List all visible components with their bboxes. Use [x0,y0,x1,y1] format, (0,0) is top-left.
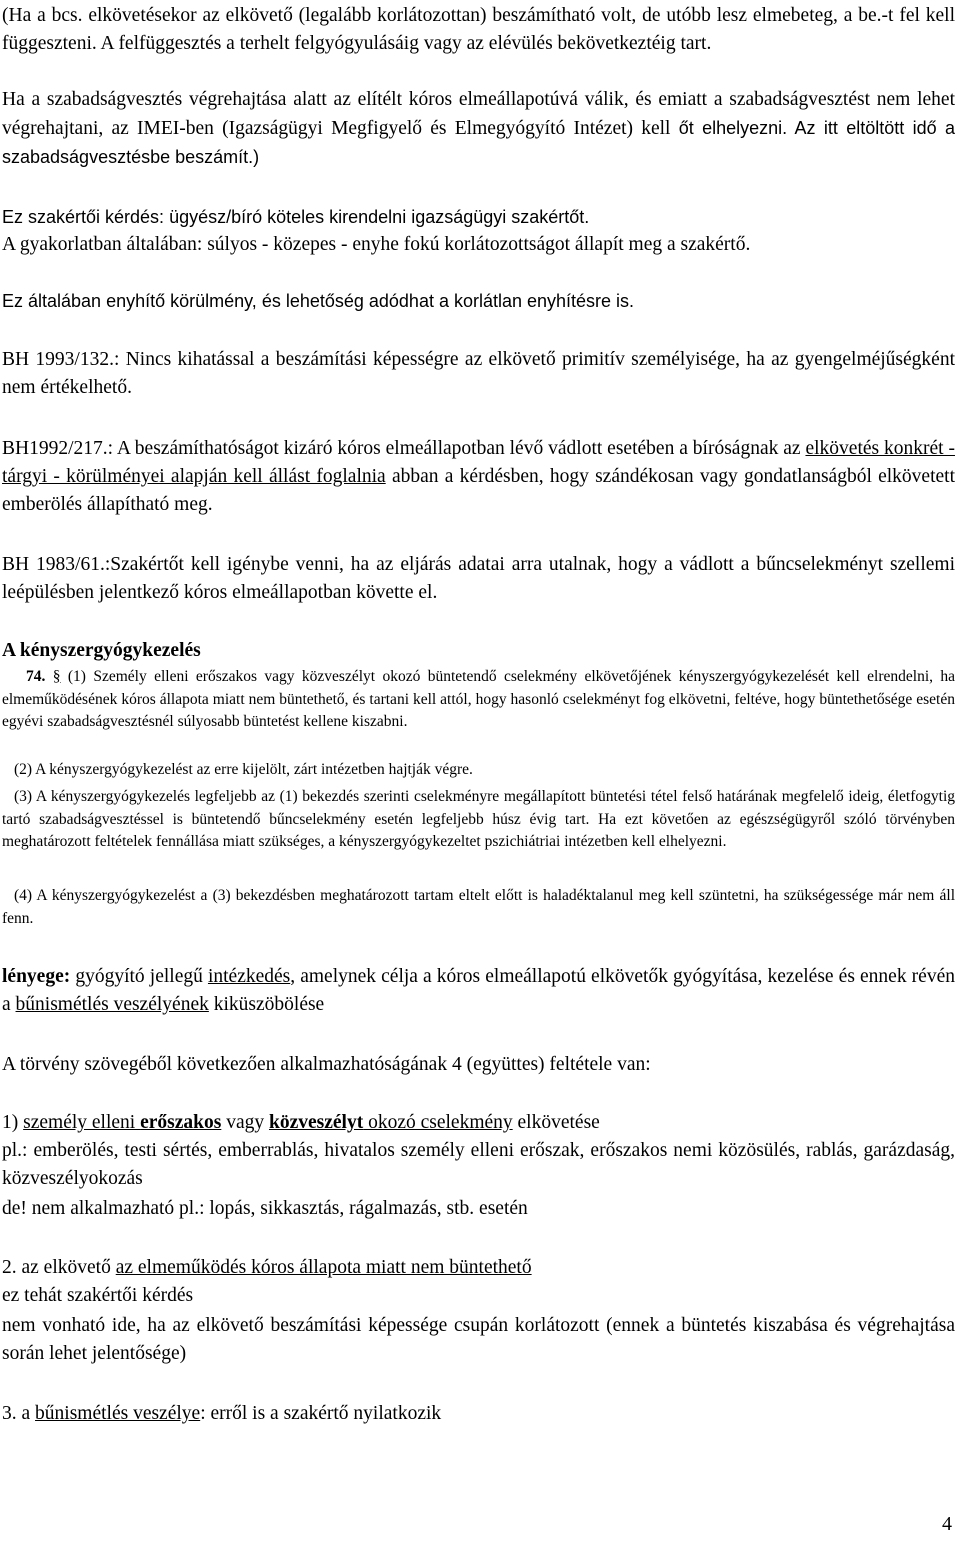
condition-1 [2,1109,955,1137]
condition-1-examples [2,1137,955,1193]
expert-line-3: Ez általában enyhítő körülmény, és lehetőség adódhat a korlátlan enyhítésre is. [2,291,635,311]
paragraph-text: (4) A kényszergyógykezelést a (3) bekezdésben meghatározott tartam eltelt előtt is haladéktalanul meg kell szüntetni, ha szükségessége már nem áll fenn. [2,887,955,927]
condition-2-note [2,1282,955,1310]
condition-text: : erről is a szakértő nyilatkozik [200,1403,442,1424]
condition-underlined: személy elleni [23,1112,141,1133]
article-paragraph-3 [2,786,955,854]
essence-paragraph [2,963,955,1019]
case-ref: BH1992/217. [2,438,108,459]
article-number: 74. [26,668,53,685]
case-ref: BH 1993/132. [2,349,114,370]
case-text: :Szakértőt kell igénybe venni, ha az eljárás adatai arra utalnak, hogy a vádlott a bűncselekményt szellemi leépülésben jelentkező kóros elmeállapotban követte el. [2,554,955,603]
case-bh1983 [2,551,955,607]
case-text: : Nincs kihatással a beszámítási képességre az elkövető primitív személyisége, ha az gyengelméjűségként nem értékelhető. [2,349,955,398]
case-text-end: abban a kérdésben, hogy szándékosan vagy gondatlanságból elkövetett emberölés állapítható meg. [2,466,955,515]
case-bh1992 [2,435,955,519]
condition-underlined-bold: erőszakos [140,1112,222,1133]
note-text: ez tehát szakértői kérdés [2,1285,194,1306]
heading-text: A kényszergyógykezelés [2,640,201,661]
condition-number: 2. az elkövető [2,1257,116,1278]
examples-text: pl.: emberölés, testi sértés, emberrablás, hivatalos személy elleni erőszak, erőszakos nemi közösülés, rablás, garázdaság, közveszélyokozás [2,1140,955,1189]
paragraph-suspension [2,2,955,58]
condition-number: 1) [2,1112,24,1133]
condition-underlined-bold-2: közveszélyt [268,1112,364,1133]
paragraph-text: (1) Személy elleni erőszakos vagy közveszélyt okozó büntetendő cselekmény elkövetőjének kényszergyógykezelését kell elrendelni, ha elmeműködésének kóros állapota miatt nem büntethető, és tartani kell attól, hogy hasonló cselekményt fog elkövetni, feltéve, hogy büntethetősége esetén egyévi szabadságvesztésnél súlyosabb büntetést kellene kiszabni. [2,668,956,730]
intro-text: A törvény szövegéből következően alkalmazhatóságának 4 (együttes) feltétele van: [2,1054,651,1075]
essence-label: lényege: [2,966,71,987]
essence-text: gyógyító jellegű [70,966,208,987]
essence-text-3: kiküszöbölése [208,994,325,1015]
section-sign: § [52,668,61,685]
detail-text: nem vonható ide, ha az elkövető beszámítási képessége csupán korlátozott (ennek a büntetés kiszabása és végrehajtása során lehet jelentősége) [2,1315,955,1364]
condition-number: 3. a [2,1403,36,1424]
imei-text-sans: őt elhelyezni. Az itt eltöltött idő a szabadságvesztésbe beszámít.) [2,118,955,167]
case-ref: BH 1983/61. [2,554,105,575]
condition-2-detail [2,1312,955,1368]
essence-underlined-2: bűnismétlés veszélyének [15,994,209,1015]
page-number: 4 [942,1513,952,1535]
expert-line-1: Ez szakértői kérdés: ügyész/bíró köteles kirendelni igazságügyi szakértőt. [2,207,590,227]
exclusions-text: de! nem alkalmazható pl.: lopás, sikkasztás, rágalmazás, stb. esetén [2,1198,528,1219]
imei-text: Ha a szabadságvesztés végrehajtása alatt az elítélt kóros elmeállapotúvá válik, és emiatt a szabadságvesztést nem lehet végrehajtani, az IMEI-ben (Igazságügyi Megfigyelő és Elmegyógyító Intézet) kell [2,89,955,139]
condition-text-end: elkövetése [512,1112,600,1133]
condition-1-exclusions [2,1195,955,1223]
essence-text-2: , amelynek célja a kóros elmeállapotú elkövetők gyógyítása, kezelése és ennek révén a [2,966,955,1015]
article-paragraph-1 [2,666,955,734]
case-text: : A beszámíthatóságot kizáró kóros elmeállapotban lévő vádlott esetében a bíróságnak az [107,438,806,459]
paragraph-text: (2) A kényszergyógykezelést az erre kijelölt, zárt intézetben hajtják végre. [14,761,473,778]
expert-line-2: A gyakorlatban általában: súlyos - közepes - enyhe fokú korlátozottságot állapít meg a szakértő. [2,234,751,255]
case-bh1993 [2,346,955,402]
conditions-intro [2,1051,955,1079]
case-underlined-text: elkövetés konkrét - tárgyi - körülményei alapján kell állást foglalnia [2,438,955,487]
essence-underlined-1: intézkedés [207,966,291,987]
section-heading [2,637,955,665]
practice-line [2,231,955,259]
condition-3 [2,1400,955,1428]
expert-question-line [2,203,955,231]
mitigation-line [2,287,955,315]
article-paragraph-4 [2,885,955,930]
paragraph-imei [2,86,955,172]
condition-underlined: az elmeműködés kóros állapota miatt nem büntethető [115,1257,532,1278]
condition-underlined: bűnismétlés veszélye [35,1403,201,1424]
condition-2 [2,1254,955,1282]
condition-underlined-2: okozó cselekmény [363,1112,513,1133]
suspension-text: (Ha a bcs. elkövetésekor az elkövető (legalább korlátozottan) beszámítható volt, de utóbb lesz elmebeteg, a be.-t fel kell függeszteni. A felfüggesztés a terhelt felgyógyulásáig vagy az elévülés bekövetkeztéig tart. [2,5,955,54]
condition-text: vagy [221,1112,269,1133]
article-paragraph-2 [2,759,955,782]
paragraph-text: (3) A kényszergyógykezelés legfeljebb az (1) bekezdés szerinti cselekményre megállapított büntetési tétel felső határának megfelelő ideig, életfogytig tartó szabadságvesztéssel is büntetendő bűncselekmény esetén legfeljebb húsz évig tart. Ha ezt követően az egészségügyről szóló törvényben meghatározott feltételek fennállása miatt szükséges, a kényszergyógykezeltet pszichiátriai intézetben kell elhelyezni. [2,788,955,850]
